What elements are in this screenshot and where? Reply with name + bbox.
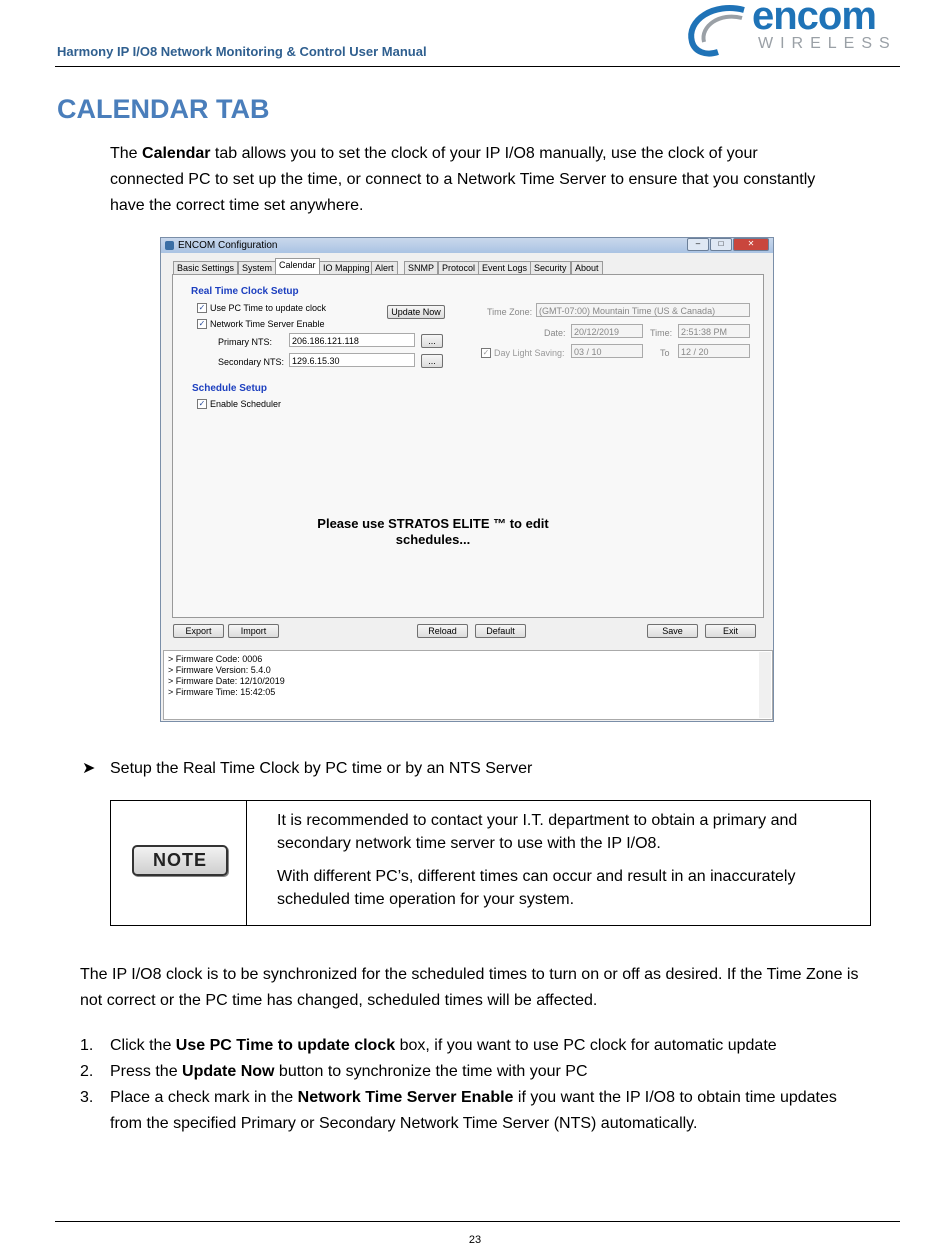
secondary-nts-input[interactable]: 129.6.15.30 <box>289 353 415 367</box>
logo-swoosh-icon <box>684 2 754 60</box>
timezone-select[interactable]: (GMT-07:00) Mountain Time (US & Canada) <box>536 303 750 317</box>
log-line: > Firmware Time: 15:42:05 <box>168 687 276 697</box>
step-3-text: Place a check mark in the Network Time Server Enable if you want the IP I/O8 to obtain time updates from the specified Primary or Secondary Network Time Server (NTS) automatically. <box>110 1089 837 1132</box>
primary-nts-input[interactable]: 206.186.121.118 <box>289 333 415 347</box>
app-icon <box>165 241 174 250</box>
minimize-icon[interactable]: – <box>687 238 709 251</box>
tab-about[interactable]: About <box>571 261 603 275</box>
exit-button[interactable]: Exit <box>705 624 756 638</box>
note-paragraph-1: It is recommended to contact your I.T. department to obtain a primary and secondary network time server to use with the IP I/O8. <box>277 812 798 852</box>
reload-button[interactable]: Reload <box>417 624 468 638</box>
stratos-message: Please use STRATOS ELITE ™ to edit schedules... <box>317 516 549 547</box>
secondary-nts-label: Secondary NTS: <box>218 357 285 367</box>
bullet-text: Setup the Real Time Clock by PC time or by an NTS Server <box>110 760 533 777</box>
step-number: 2. <box>80 1063 94 1080</box>
arrow-bullet-icon: ➤ <box>82 760 96 777</box>
tab-snmp[interactable]: SNMP <box>404 261 438 275</box>
section-title: CALENDAR TAB <box>57 94 270 124</box>
time-input[interactable]: 2:51:38 PM <box>678 324 750 338</box>
import-button[interactable]: Import <box>228 624 279 638</box>
tab-calendar[interactable]: Calendar <box>275 258 320 276</box>
encom-configuration-window <box>160 237 774 722</box>
time-label: Time: <box>650 328 673 338</box>
tab-alert[interactable]: Alert <box>371 261 398 275</box>
tab-event-logs[interactable]: Event Logs <box>478 261 531 275</box>
secondary-browse-button[interactable]: ... <box>421 354 443 368</box>
update-now-button[interactable]: Update Now <box>387 305 445 319</box>
primary-nts-label: Primary NTS: <box>218 337 272 347</box>
use-pc-time-checkbox[interactable]: ✓ Use PC Time to update clock <box>198 303 327 313</box>
nts-enable-checkbox[interactable]: ✓ Network Time Server Enable <box>198 319 325 329</box>
save-button[interactable]: Save <box>647 624 698 638</box>
header-divider <box>55 66 900 67</box>
note-box <box>110 800 871 926</box>
tab-system[interactable]: System <box>238 261 276 275</box>
log-line: > Firmware Version: 5.4.0 <box>168 665 271 675</box>
step-2-text: Press the Update Now button to synchronize the time with your PC <box>110 1063 588 1080</box>
document-header-title: Harmony IP I/O8 Network Monitoring & Control User Manual <box>57 44 427 59</box>
logo-wordmark: encom <box>752 0 876 38</box>
note-badge: NOTE <box>132 845 228 876</box>
step-number: 3. <box>80 1089 94 1106</box>
log-line: > Firmware Code: 0006 <box>168 654 263 664</box>
export-button[interactable]: Export <box>173 624 224 638</box>
date-picker[interactable]: 20/12/2019 <box>571 324 643 338</box>
window-title: ENCOM Configuration <box>178 240 278 251</box>
sync-paragraph: The IP I/O8 clock is to be synchronized for the scheduled times to turn on or off as desired. If the Time Zone is not correct or the PC time has changed, scheduled times will be affected. <box>80 966 859 1009</box>
tab-io-mapping[interactable]: IO Mapping <box>319 261 374 275</box>
encom-logo <box>684 2 900 60</box>
schedule-group-title: Schedule Setup <box>192 383 268 394</box>
note-divider <box>246 801 247 925</box>
dst-checkbox[interactable]: ✓ Day Light Saving: <box>482 348 565 358</box>
log-scrollbar[interactable] <box>759 652 771 718</box>
footer-divider <box>55 1221 900 1222</box>
timezone-label: Time Zone: <box>487 307 533 317</box>
intro-paragraph: The Calendar tab allows you to set the clock of your IP I/O8 manually, use the clock of your connected PC to set up the time, or connect to a Network Time Server to ensure that you constantly have the correct time set anywhere. <box>110 145 816 214</box>
note-paragraph-2: With different PC’s, different times can occur and result in an inaccurately scheduled time operation for your system. <box>277 868 796 908</box>
enable-scheduler-checkbox[interactable]: ✓ Enable Scheduler <box>198 399 282 409</box>
dst-to-input[interactable]: 12 / 20 <box>678 344 750 358</box>
default-button[interactable]: Default <box>475 624 526 638</box>
tab-basic-settings[interactable]: Basic Settings <box>173 261 238 275</box>
dst-from-input[interactable]: 03 / 10 <box>571 344 643 358</box>
rtc-group-title: Real Time Clock Setup <box>191 286 299 297</box>
date-label: Date: <box>544 328 566 338</box>
tab-security[interactable]: Security <box>530 261 571 275</box>
maximize-icon[interactable]: □ <box>710 238 732 251</box>
close-icon[interactable]: ✕ <box>733 238 769 251</box>
page-number: 23 <box>468 1234 482 1246</box>
tab-protocol[interactable]: Protocol <box>438 261 479 275</box>
window-titlebar[interactable] <box>161 238 773 253</box>
step-1-text: Click the Use PC Time to update clock box, if you want to use PC clock for automatic update <box>110 1037 777 1054</box>
calendar-panel <box>172 274 764 618</box>
log-line: > Firmware Date: 12/10/2019 <box>168 676 285 686</box>
firmware-log[interactable] <box>163 650 773 720</box>
step-number: 1. <box>80 1037 94 1054</box>
dst-to-label: To <box>660 348 670 358</box>
primary-browse-button[interactable]: ... <box>421 334 443 348</box>
logo-subtitle: WIRELESS <box>758 35 897 52</box>
